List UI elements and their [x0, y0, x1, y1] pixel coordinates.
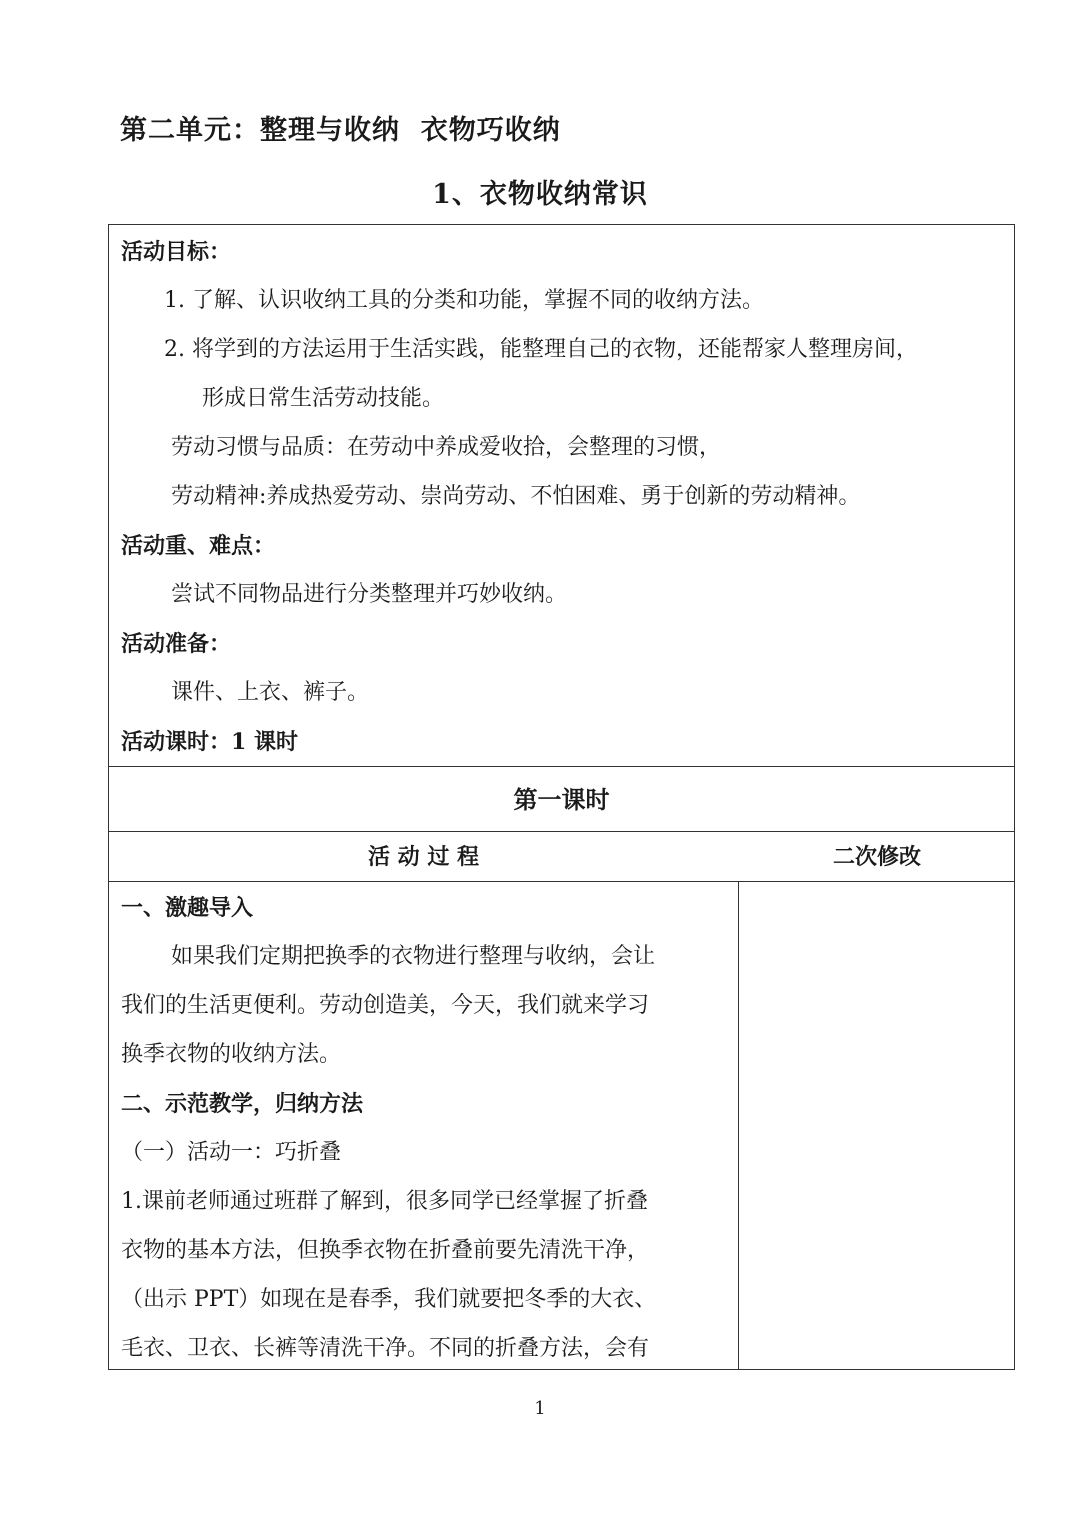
preparation-heading: 活动准备：: [121, 631, 232, 657]
column-header-revision: 二次修改: [832, 844, 921, 870]
table-divider-header: [109, 881, 1014, 882]
hours-text: 活动课时：1 课时: [121, 729, 298, 755]
goal-item-2: 2. 将学到的方法运用于生活实践，能整理自己的衣物，还能帮家人整理房间，: [164, 337, 918, 362]
table-column-divider: [738, 882, 739, 1369]
page-number: 1: [534, 1398, 546, 1419]
table-divider-session: [109, 831, 1014, 832]
session-title: 第一课时: [513, 785, 610, 814]
section-demo-heading: 二、示范教学，归纳方法: [121, 1091, 364, 1117]
step-line-1: 1.课前老师通过班群了解到，很多同学已经掌握了折叠: [121, 1189, 648, 1214]
lesson-title: 1、衣物收纳常识: [432, 179, 648, 210]
section-intro-heading: 一、激趣导入: [121, 895, 254, 921]
table-divider-goals: [109, 766, 1014, 767]
goal-habit: 劳动习惯与品质：在劳动中养成爱收拾，会整理的习惯，: [171, 435, 722, 460]
unit-title: 第二单元：整理与收纳 衣物巧收纳: [120, 115, 561, 146]
intro-line-1: 如果我们定期把换季的衣物进行整理与收纳，会让: [171, 944, 656, 969]
key-points-heading: 活动重、难点：: [121, 533, 276, 559]
step-line-3: （出示 PPT）如现在是春季，我们就要把冬季的大衣、: [121, 1287, 657, 1312]
key-points-text: 尝试不同物品进行分类整理并巧妙收纳。: [171, 582, 568, 607]
column-header-process: 活 动 过 程: [368, 844, 479, 870]
activity-one-title: （一）活动一：巧折叠: [121, 1140, 342, 1165]
intro-line-2: 我们的生活更便利。劳动创造美，今天，我们就来学习: [121, 993, 650, 1018]
lesson-plan-table: [108, 224, 1015, 1370]
goals-heading: 活动目标：: [121, 239, 232, 265]
preparation-text: 课件、上衣、裤子。: [171, 680, 370, 705]
goal-spirit: 劳动精神:养成热爱劳动、崇尚劳动、不怕困难、勇于创新的劳动精神。: [171, 484, 861, 509]
intro-line-3: 换季衣物的收纳方法。: [121, 1042, 342, 1067]
step-line-2: 衣物的基本方法，但换季衣物在折叠前要先清洗干净，: [121, 1238, 650, 1263]
goal-item-2-continued: 形成日常生活劳动技能。: [202, 386, 445, 411]
goal-item-1: 1. 了解、认识收纳工具的分类和功能，掌握不同的收纳方法。: [164, 288, 764, 313]
step-line-4: 毛衣、卫衣、长裤等清洗干净。不同的折叠方法，会有: [121, 1336, 650, 1361]
